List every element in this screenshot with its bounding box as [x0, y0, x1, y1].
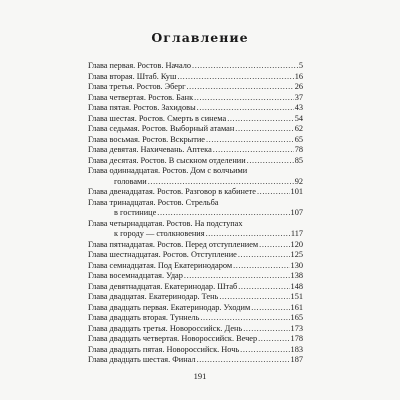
- toc-entry: [88, 103, 303, 114]
- toc-entry-title: Глава вторая. Штаб. Куш: [88, 71, 177, 81]
- toc-entry-line: [88, 240, 303, 251]
- dot-leader: [157, 208, 289, 219]
- toc-entry-page: 92: [294, 176, 303, 186]
- toc-entry-line: [88, 355, 303, 366]
- toc-entry-title: Глава шестая. Ростов. Смерть в синема: [88, 113, 227, 123]
- toc-entry-page: 107: [290, 208, 303, 217]
- toc-entry-line: [88, 198, 303, 209]
- toc-entry-page: 5: [298, 61, 303, 70]
- toc-entry-title: Глава восьмая. Ростов. Вскрытие: [88, 134, 205, 144]
- toc-entry-line: [88, 145, 303, 156]
- toc-entry: [88, 72, 303, 83]
- toc-entry-title: Глава четырнадцатая. Ростов. На подступах: [88, 218, 243, 228]
- dot-leader: [194, 93, 294, 104]
- toc-entry-line: [88, 219, 303, 230]
- toc-entry-line: [88, 156, 303, 167]
- dot-leader: [259, 240, 289, 251]
- dot-leader: [227, 114, 294, 125]
- toc-entry-line: [88, 208, 303, 219]
- dot-leader: [192, 61, 298, 72]
- toc-entry-line: [88, 177, 303, 188]
- toc-entry: [88, 324, 303, 335]
- toc-entry: [88, 145, 303, 156]
- toc-entry-page: 62: [294, 124, 303, 133]
- toc-entry: [88, 355, 303, 366]
- page-title: Оглавление: [151, 30, 249, 45]
- toc-entry-title: Глава двадцатая. Екатеринодар. Тень: [88, 292, 219, 301]
- toc-entry-title: Глава третья. Ростов. Эберг: [88, 82, 186, 91]
- toc-entry-page: 173: [290, 323, 303, 333]
- toc-entry-page: 183: [290, 344, 303, 354]
- toc-entry-line: [88, 282, 303, 293]
- toc-entry-title: Глава тринадцатая. Ростов. Стрельба: [88, 197, 219, 207]
- toc-entry-line: [88, 250, 303, 261]
- toc-entry: [88, 345, 303, 356]
- toc-entry: [88, 240, 303, 251]
- toc-entry: [88, 250, 303, 261]
- toc-entry-title: Глава семнадцатая. Под Екатеринодаром: [88, 260, 233, 270]
- toc-entry: [88, 219, 303, 240]
- dot-leader: [187, 82, 294, 93]
- toc-entry-line: [88, 166, 303, 177]
- toc-entry-line: [88, 114, 303, 125]
- toc-entry: [88, 166, 303, 187]
- toc-entry: [88, 282, 303, 293]
- toc-entry-title: Глава седьмая. Ростов. Выборный атаман: [88, 124, 235, 133]
- dot-leader: [213, 145, 294, 156]
- toc-entry-page: 125: [290, 250, 303, 259]
- toc-entry: [88, 114, 303, 125]
- toc-entry-title: Глава двадцать первая. Екатеринодар. Уходим: [88, 302, 251, 312]
- toc-entry-title: Глава двенадцатая. Ростов. Разговор в кабинете: [88, 187, 256, 196]
- toc-entry-line: [88, 135, 303, 146]
- toc-entry-page: 148: [290, 281, 303, 291]
- toc-entry-title: Глава девятнадцатая. Екатеринодар. Штаб: [88, 281, 238, 291]
- toc-entry-page: 151: [290, 292, 303, 301]
- toc-entry-page: 117: [290, 229, 303, 238]
- toc-entry-page: 187: [290, 355, 303, 364]
- dot-leader: [238, 250, 290, 261]
- toc-entry: [88, 303, 303, 314]
- dot-leader: [197, 103, 294, 114]
- dot-leader: [247, 156, 294, 167]
- toc-entry-line: [88, 124, 303, 135]
- dot-leader: [235, 124, 293, 135]
- toc-entry-page: 37: [294, 92, 303, 102]
- toc-entry-title: Глава четвертая. Ростов. Банк: [88, 92, 194, 102]
- dot-leader: [258, 334, 289, 345]
- toc-entry-title-continued: в гостинице: [114, 208, 157, 217]
- dot-leader: [243, 324, 289, 335]
- toc-entry-page: 26: [294, 82, 303, 91]
- page-number: 191: [193, 371, 207, 381]
- toc-entry: [88, 135, 303, 146]
- toc-entry: [88, 82, 303, 93]
- toc-entry-page: 120: [290, 239, 303, 249]
- toc-entry: [88, 61, 303, 72]
- toc-entry-line: [88, 61, 303, 72]
- toc-entry: [88, 292, 303, 303]
- toc-entry-line: [88, 334, 303, 345]
- dot-leader: [240, 345, 289, 356]
- toc-entry-page: 101: [290, 187, 303, 196]
- toc-entry-title: Глава шестнадцатая. Ростов. Отступление: [88, 250, 237, 259]
- toc-entry-line: [88, 229, 303, 240]
- toc-entry-line: [88, 345, 303, 356]
- dot-leader: [238, 282, 289, 293]
- toc-entry-title: Глава десятая. Ростов. В сыскном отделении: [88, 155, 246, 165]
- toc-entry-page: 16: [294, 71, 303, 81]
- toc-entry-line: [88, 261, 303, 272]
- dot-leader: [200, 313, 289, 324]
- toc-entry-title: Глава двадцать третья. Новороссийск. День: [88, 323, 243, 333]
- toc-entry: [88, 156, 303, 167]
- toc-entry-page: 178: [290, 334, 303, 343]
- toc-entry: [88, 187, 303, 198]
- toc-entry-page: 65: [294, 134, 303, 144]
- toc-entry-page: 85: [294, 155, 303, 165]
- toc-entry-line: [88, 72, 303, 83]
- toc-entry: [88, 93, 303, 104]
- toc-entry-line: [88, 271, 303, 282]
- toc-entry-title-continued: головами: [114, 176, 147, 186]
- toc-entry-line: [88, 82, 303, 93]
- dot-leader: [148, 177, 294, 188]
- toc-entry: [88, 313, 303, 324]
- toc-entry-title: Глава первая. Ростов. Начало: [88, 61, 192, 70]
- toc-entry-line: [88, 93, 303, 104]
- toc-entry-line: [88, 313, 303, 324]
- toc-entry: [88, 271, 303, 282]
- toc-entry-line: [88, 292, 303, 303]
- dot-leader: [219, 292, 289, 303]
- toc-entry-title: Глава пятнадцатая. Ростов. Перед отступлением: [88, 239, 259, 249]
- toc-entry-title: Глава девятая. Нахичевань. Аптека: [88, 145, 212, 154]
- toc-entry-title-continued: к городу — столкновения: [114, 229, 205, 238]
- toc-entry-line: [88, 187, 303, 198]
- toc-entry-page: 78: [294, 145, 303, 154]
- dot-leader: [177, 72, 293, 83]
- dot-leader: [184, 271, 290, 282]
- toc-entry-title: Глава пятая. Ростов. Захидовы: [88, 103, 196, 112]
- toc-entry-line: [88, 103, 303, 114]
- toc-entry-page: 138: [290, 271, 303, 280]
- dot-leader: [233, 261, 289, 272]
- toc-entry: [88, 334, 303, 345]
- toc-entry: [88, 124, 303, 135]
- dot-leader: [206, 229, 290, 240]
- dot-leader: [197, 355, 290, 366]
- dot-leader: [257, 187, 290, 198]
- toc-entry-page: 161: [290, 302, 303, 312]
- toc-entry-title: Глава двадцать вторая. Туннель: [88, 313, 200, 322]
- toc-entry-page: 54: [294, 113, 303, 123]
- dot-leader: [251, 303, 289, 314]
- toc-entry-title: Глава одиннадцатая. Ростов. Дом с волчьими: [88, 166, 248, 175]
- toc-entry: [88, 198, 303, 219]
- toc-entry-title: Глава двадцать шестая. Финал: [88, 355, 196, 364]
- toc-entry-page: 165: [290, 313, 303, 322]
- toc-entry-page: 43: [294, 103, 303, 112]
- table-of-contents: [88, 61, 303, 366]
- toc-entry: [88, 261, 303, 272]
- dot-leader: [206, 135, 294, 146]
- toc-entry-title: Глава двадцать пятая. Новороссийск. Ночь: [88, 344, 240, 354]
- toc-entry-line: [88, 303, 303, 314]
- toc-entry-line: [88, 324, 303, 335]
- toc-entry-title: Глава восемнадцатая. Удар: [88, 271, 183, 280]
- toc-entry-page: 130: [290, 260, 303, 270]
- toc-entry-title: Глава двадцать четвертая. Новороссийск. Вечер: [88, 334, 258, 343]
